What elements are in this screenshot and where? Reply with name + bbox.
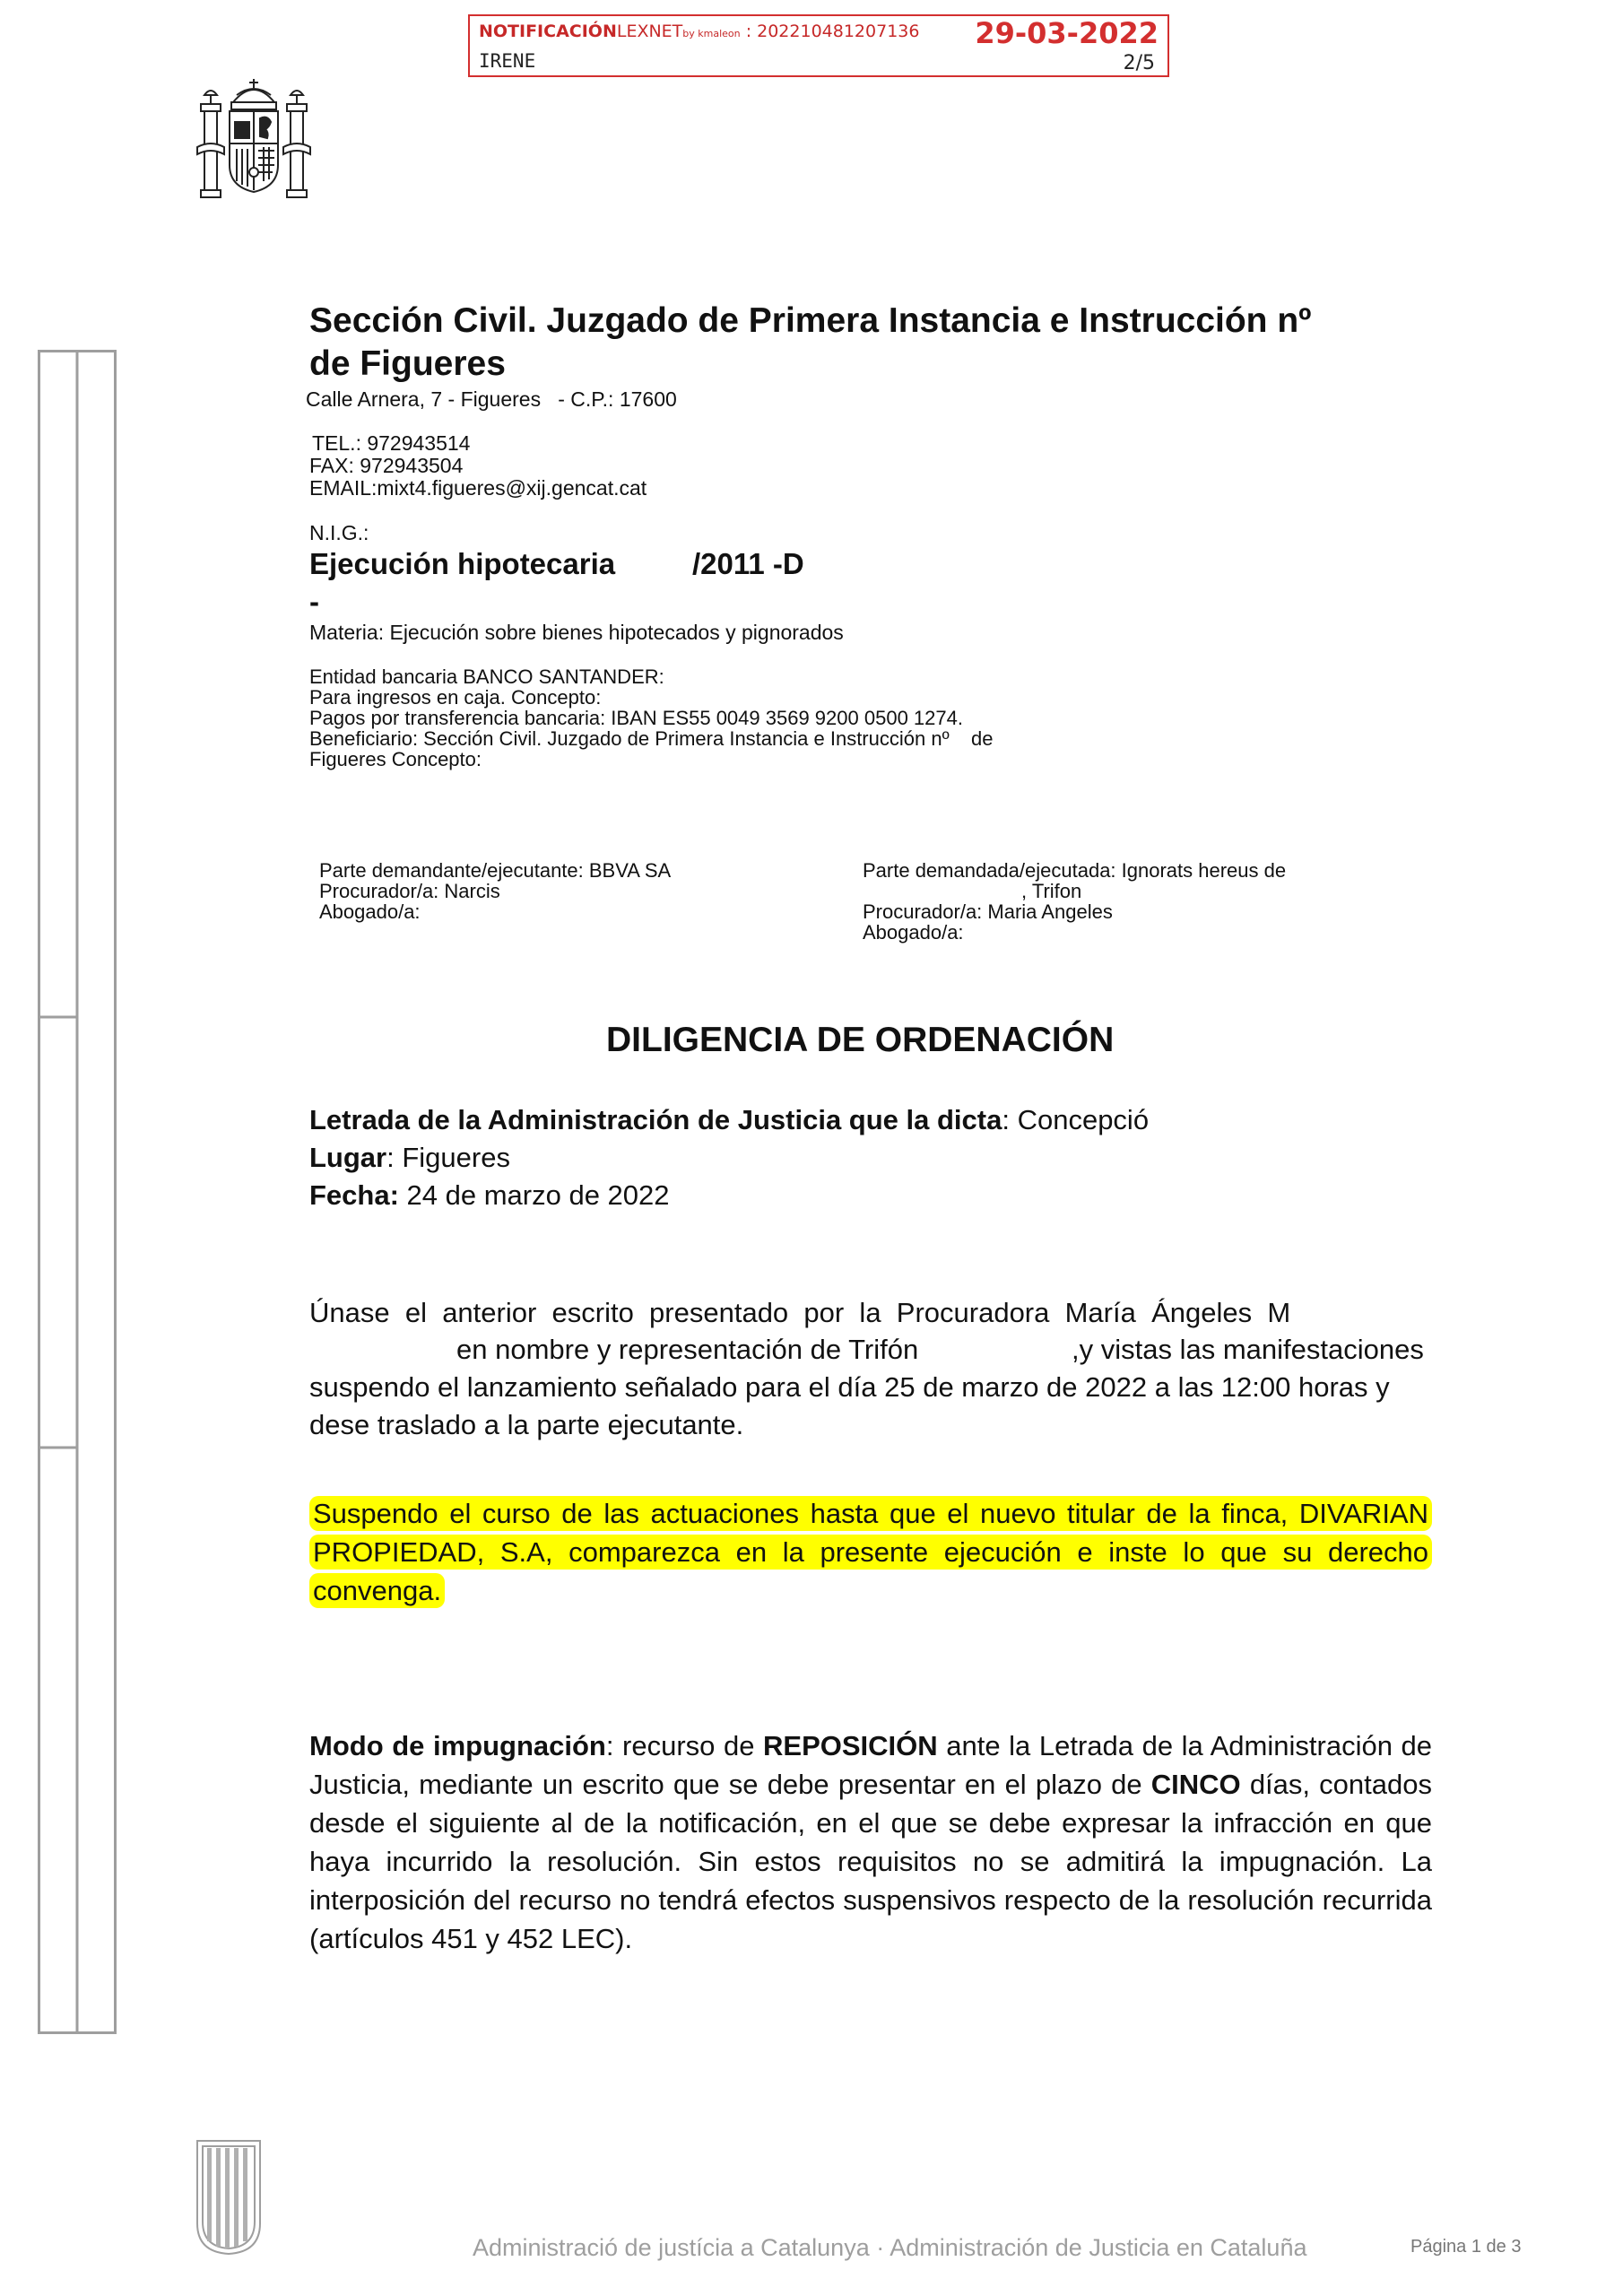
case-type: Ejecución hipotecaria [309, 547, 616, 580]
lugar-line [309, 1142, 510, 1174]
court-fax: FAX: 972943504 [309, 454, 464, 477]
paragraph1-line2a: en nombre y representación de Trifón [456, 1334, 919, 1365]
bank-line5: Figueres Concepto: [309, 748, 482, 770]
impugnacion-text3: días, contados desde el siguiente al de la notificación, en el que se debe expresar la infracción en que haya incurrido la resolución. Sin estos requisitos no se admitirá la impugnación. La interposición del recurso no tendrá efectos suspensivos respecto de la resolución recurrida (artículos 451 y 452 LEC). [309, 1769, 1432, 1954]
bank-line1: Entidad bancaria BANCO SANTANDER: [309, 665, 664, 688]
defendant-name: , Trifon [1021, 880, 1082, 902]
highlighted-text: Suspendo el curso de las actuaciones hasta que el nuevo titular de la finca, DIVARIAN PROPIEDAD, S.A, comparezca en la presente ejecución e inste lo que su derecho convenga. [309, 1496, 1432, 1608]
fecha-line [309, 1179, 670, 1212]
court-name-line1: Sección Civil. Juzgado de Primera Instancia e Instrucción nº [309, 301, 1312, 340]
court-tel: TEL.: 972943514 [312, 431, 471, 455]
notification-line [479, 22, 919, 41]
plaintiff-abogado: Abogado/a: [319, 900, 421, 923]
bank-line2: Para ingresos en caja. Concepto: [309, 686, 602, 709]
bank-line3: Pagos por transferencia bancaria: IBAN ES55 0049 3569 9200 0500 1274. [309, 707, 963, 729]
defendant-abogado: Abogado/a: [863, 921, 964, 944]
lugar-value: : Figueres [386, 1142, 510, 1173]
case-dash: - [309, 585, 319, 618]
left-margin-boxes [38, 350, 117, 2034]
case-materia: Materia: Ejecución sobre bienes hipotecados y pignorados [309, 621, 844, 644]
defendant: Parte demandada/ejecutada: Ignorats hereus de [863, 859, 1287, 882]
court-name-line2: de Figueres [309, 344, 506, 383]
plaintiff-procurador: Procurador/a: Narcis [319, 880, 500, 902]
impugnacion-bold2: CINCO [1150, 1769, 1241, 1800]
court-email: EMAIL:mixt4.figueres@xij.gencat.cat [309, 476, 647, 500]
lugar-label: Lugar [309, 1142, 387, 1173]
paragraph1-line1: Únase el anterior escrito presentado por la Procuradora María Ángeles M [309, 1297, 1291, 1328]
letrada-line [309, 1104, 1149, 1136]
impugnacion-text1: : recurso de [605, 1730, 764, 1761]
footer-page-number: Página 1 de 3 [1410, 2237, 1522, 2257]
impugnacion-bold1: REPOSICIÓN [763, 1730, 938, 1761]
fecha-label: Fecha: [309, 1179, 399, 1211]
document-title: DILIGENCIA DE ORDENACIÓN [606, 1021, 1115, 1059]
paragraph1-line3: suspendo el lanzamiento señalado para el día 25 de marzo de 2022 a las 12:00 horas y [309, 1371, 1390, 1403]
impugnacion-label: Modo de impugnación [309, 1730, 606, 1761]
paragraph1-line2b: ,y vistas las manifestaciones [1072, 1334, 1424, 1365]
letrada-label: Letrada de la Administración de Justicia que la dicta [309, 1104, 1002, 1135]
court-address: Calle Arnera, 7 - Figueres - C.P.: 17600 [306, 387, 677, 411]
impugnacion-text2: ante la Letrada de la Administración de Justicia, mediante un escrito que se debe presentar en el plazo de [309, 1730, 1432, 1800]
bank-line4: Beneficiario: Sección Civil. Juzgado de Primera Instancia e Instrucción nº de [309, 727, 994, 750]
paragraph2 [309, 1494, 1432, 1610]
notification-page: 2/5 [1123, 52, 1155, 74]
impugnacion-paragraph [309, 1726, 1432, 1958]
case-nig: N.I.G.: [309, 521, 369, 544]
case-number: /2011 -D [692, 547, 804, 580]
notification-system: LEXNET [616, 22, 683, 41]
coat-of-arms-icon [195, 75, 312, 203]
footer-text: Administració de justícia a Catalunya · Administración de Justicia en Cataluña [473, 2234, 1307, 2261]
notification-number: : 202210481207136 [745, 22, 920, 41]
defendant-procurador: Procurador/a: Maria Angeles [863, 900, 1113, 923]
generalitat-logo-icon [194, 2137, 264, 2256]
notification-by: by kmaleon [682, 28, 741, 39]
notification-user: IRENE [479, 50, 536, 72]
notification-date: 29-03-2022 [975, 16, 1159, 50]
letrada-value: : Concepció [1002, 1104, 1150, 1135]
notification-label: NOTIFICACIÓN [479, 22, 617, 41]
paragraph1-line4: dese traslado a la parte ejecutante. [309, 1409, 744, 1440]
plaintiff: Parte demandante/ejecutante: BBVA SA [319, 859, 672, 882]
fecha-value: 24 de marzo de 2022 [398, 1179, 670, 1211]
notification-stamp [468, 14, 1169, 77]
